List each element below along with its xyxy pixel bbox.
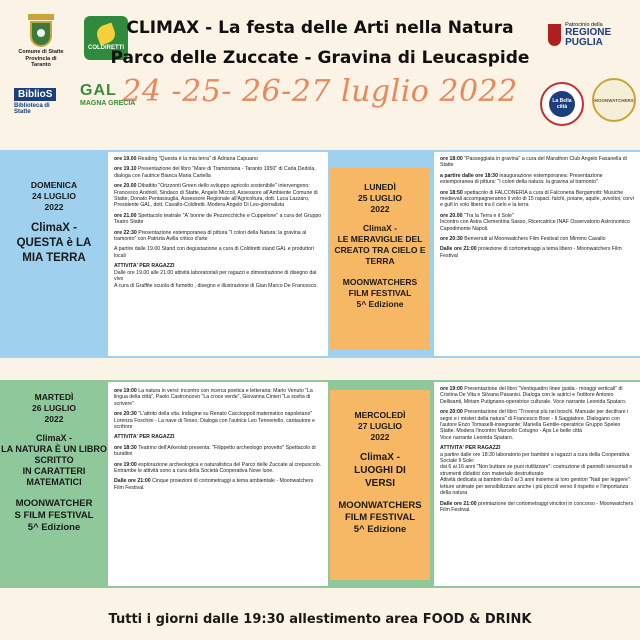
gal-logo bbox=[80, 82, 136, 107]
day-24-date: DOMENICA 24 LUGLIO 2022 bbox=[30, 180, 78, 212]
program-entry: ore 18:00 "Passeggiata in gravina" a cura del Marathon Club Angelo Fasanella di Statte bbox=[440, 156, 627, 169]
program-entry: Dalle ore 21:00 proiezione di cortometraggi a tema libero - Moonwatchers Film Festival bbox=[440, 246, 622, 259]
program-entry: ore 19:00 Presentazione del libro "Ventiquattro linee guida - miraggi verticali" di Cristina De Vita e Silvana Pasanisi. Dialoga con le autrici e l'editore Antonio Dellisanti, Miriam Putignano-operatrice culturale. Voce narrante Leonida Spataro. bbox=[440, 386, 627, 405]
program-entry: ore 19.00 Reading "Questa è la mia terra" di Adriana Capuano bbox=[114, 156, 258, 162]
comune-label: Comune di Statte Provincia di Taranto bbox=[18, 49, 64, 68]
bella-citta-label: La Bella città bbox=[549, 91, 575, 117]
program-entry: ATTIVITA' PER RAGAZZI Dalle ore 19.00 alle 21.00 attività laboratoriali per ragazzi e dimostrazione di disegno dal vivo A cura di Graffite scuola di fumetto , disegno e illustrazione di Gian Marco De Francesco. bbox=[114, 263, 318, 289]
program-27 bbox=[440, 386, 636, 517]
header bbox=[0, 0, 640, 138]
day-25-date: LUNEDÌ 25 LUGLIO 2022 bbox=[358, 182, 402, 214]
program-entry: ATTIVITA' PER RAGAZZI bbox=[114, 434, 175, 441]
program-24 bbox=[114, 156, 324, 293]
regione-label: REGIONE PUGLIA bbox=[565, 27, 612, 48]
program-entry: ore 19:00 esplorazione archeologica e naturalistica del Parco delle Zuccate al crepuscolo. Entrambe le attività sono a cura della Società Cooperativa Nove lune. bbox=[114, 461, 322, 475]
gal-mark: GAL bbox=[80, 82, 117, 99]
program-entry: ore 22:30 Presentazione estemporanea di pittura "I colori della Natura: la gravina al tramonto" con Patrizia Avilla critico d'arte bbox=[114, 229, 307, 243]
regione-logo bbox=[548, 22, 628, 48]
footer-text: Tutti i giorni dalle 19:30 allestimento area FOOD & DRINK bbox=[108, 612, 532, 627]
patrocinio-label: Patrocinio della bbox=[565, 22, 603, 28]
day-25 bbox=[330, 182, 430, 310]
day-26-moonwatchers: MOONWATCHER S FILM FESTIVAL 5^ Edizione bbox=[14, 498, 94, 533]
title-line1: CLIMAX - La festa delle Arti nella Natura bbox=[126, 18, 514, 38]
program-25 bbox=[440, 156, 636, 263]
crown-icon bbox=[28, 14, 54, 20]
day-24 bbox=[0, 180, 108, 266]
comune-logo bbox=[18, 14, 64, 69]
day-25-moonwatchers: MOONWATCHERS FILM FESTIVAL 5^ Edizione bbox=[342, 277, 418, 309]
program-entry: ore 18:50 spettacolo di FALCONERIA a cura di Falconeria Bergamotti: Musiche medievali accompagneranno il volo di 15 rapaci: falchi, poiane, aquile, avvoltoi, corvi e gufi in volo libero tra il cielo e la terra bbox=[440, 189, 634, 209]
program-entry: ore 20:00 Presentazione del libro "Troverai più nei boschi. Manuale per decifrare i segni e i misteri della natura" di Francesco Boer - Il Saggiatore. Dialogano con l'autore Enzo Tomaselli-insegnante; Mariella Gentile-operatrice Gruppo Speleo Statte. Modera l'incontro Marcello Cotugno - Aps Le belle città Voce narrante Leonida Spataro. bbox=[440, 409, 629, 441]
program-26 bbox=[114, 388, 324, 495]
moonwatchers-badge: MOONWATCHERS bbox=[592, 78, 636, 122]
footer bbox=[0, 600, 640, 640]
program-entry: ore 20.00 Dibattito "Orizzonti Green dello sviluppo agricolo sostenibile" intervengono: Francesco Andrioli, Sindaco di Statte, Angelo Miccoli, Assessore all'Ambiente Comune di Statte, Donato Pentassuglia, Assessore Regionale all'Agricoltura, dott. Luca Lazzaro, Presidente GAL, dott. Cavallo-Coldiretti. Modera Angelo Di Leo-giornalista bbox=[114, 183, 318, 209]
biblios-sub: Biblioteca di Statte bbox=[14, 103, 50, 115]
day-26 bbox=[0, 392, 108, 534]
program-entry: ore 21.00 Spettacolo teatrale "A' bonne de Pezzecchiche e Cuppelone" a cura del Gruppo Teatro Statte bbox=[114, 212, 322, 226]
program-entry: ore 19:00 La natura in versi: incontro con ricerca poetica e letteraria: Mario Venuto "La lingua della città", Paolo Castronuovo "La croce verde", Giovanna Cinieri "La scelta di scrivere" bbox=[114, 388, 313, 407]
day-27-theme: ClimaX - LUOGHI DI VERSI bbox=[354, 452, 406, 489]
program-entry: ore 19.10 Presentazione del libro "Mare di Tramontana - Taranto 1950" di Carla Dedola, dialoga con l'autrice Bianca Maria Cartella bbox=[114, 166, 316, 179]
program-entry: A partire dalle 19.00 Stand con degustazione a cura di Coldiretti stand GAL e produttori locali bbox=[114, 246, 314, 259]
regione-emblem-icon bbox=[548, 24, 561, 46]
day-24-theme: ClimaX - QUESTA è LA MIA TERRA bbox=[16, 222, 92, 264]
program-entry: ore 20:30 Benvenuti al Moonwatchers Film Festival con Mimmo Cavallo bbox=[440, 236, 606, 243]
festival-dates: 24 -25- 26-27 luglio 2022 bbox=[122, 74, 518, 109]
program-entry: a partire dalle ore 18:30 inaugurazione estemporanea: Presentazione estemporanea di pittura: "I colori della natura: la gravina al tramonto" bbox=[440, 172, 603, 186]
coat-of-arms-icon bbox=[30, 21, 52, 47]
title-line2: Parco delle Zuccate - Gravina di Leucaspide bbox=[110, 48, 530, 68]
biblios-label: BiblioS bbox=[14, 88, 56, 101]
day-27-moonwatchers: MOONWATCHERS FILM FESTIVAL 5^ Edizione bbox=[338, 500, 422, 535]
gal-sub: MAGNA GRECIA bbox=[80, 100, 136, 107]
program-entry: ore 20:30 "L'attrito della vita. Indagine su Renato Caccioppoli matematico napoletano" Lorenza Foschini - La nave di Teseo. Dialoga con l'autrice Leo Tenneriello, cantautore e scrittore bbox=[114, 411, 315, 431]
day-26-theme: ClimaX - LA NATURA È UN LIBRO SCRITTO IN CARATTERI MATEMATICI bbox=[1, 433, 107, 487]
program-entry: ore 18:30 Teatrino dell'Arkeolab presenta: "Filippetto archeologo provetto" Spettacolo di burattini bbox=[114, 444, 316, 458]
program-entry: ATTIVITA' PER RAGAZZI a partire dalle ore 18:30 laboratorio per bambini a ragazzi a cura della Cooperativa Sociale Il Sole: dai 6 ai 16 anni "Non buttare se puoi riutilizzare": costruzione di pannelli sensoriali e strumenti didattici con materiale destrutturato Attività dedicata ai bambini da 0 ai 3 anni insieme ai loro genitori "Nati per leggere": letture animate per sensibilizzare anche i più piccoli verso il rispetto e l'importanza della natura bbox=[440, 445, 633, 497]
program-entry: Dalle ore 21:00 premiazione dei cortometraggi vincitori in concorso - Moonwatchers Film Festival. bbox=[440, 500, 634, 513]
day-27-date: MERCOLEDÌ 27 LUGLIO 2022 bbox=[354, 410, 406, 442]
coldiretti-label: COLDIRETTI bbox=[88, 45, 124, 51]
program-entry: ore 20.00 "Tra la Terra e il Sole" Incontro con Astra Clementina Sasso, Ricercatrice INAF Osservatorio Astronomico Capodimonte Napoli. bbox=[440, 212, 630, 232]
program-entry: Dalle ore 21:00 Cinque proiezioni di cortometraggi a tema ambientale - Moonwatchers Film Festival. bbox=[114, 478, 314, 491]
day-25-theme: ClimaX - LE MERAVIGLIE DEL CREATO TRA CIELO E TERRA bbox=[334, 223, 426, 266]
biblios-logo bbox=[14, 84, 66, 115]
bella-citta-badge bbox=[540, 82, 584, 126]
day-26-date: MARTEDÌ 26 LUGLIO 2022 bbox=[32, 392, 76, 424]
day-27 bbox=[330, 410, 430, 536]
